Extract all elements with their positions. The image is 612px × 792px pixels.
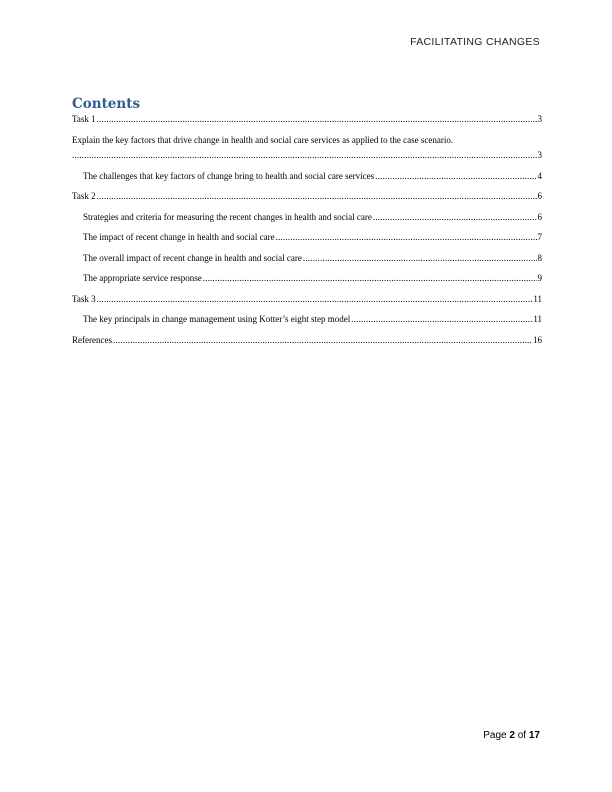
toc-entry-key-factors[interactable] — [72, 135, 542, 162]
toc-leader-dots — [97, 114, 537, 125]
toc-entry-kotter[interactable] — [72, 314, 542, 325]
toc-entry-label: References — [72, 334, 112, 345]
toc-leader-dots — [375, 171, 536, 182]
toc-entry-page: 6 — [537, 191, 542, 201]
toc-entry-label: The challenges that key factors of change bring to health and social care services — [83, 170, 375, 181]
toc-entry-service-response[interactable] — [72, 273, 542, 284]
toc-entry-page: 16 — [533, 334, 542, 345]
toc-entry-label: Explain the key factors that drive change in health and social care services as applied to the case scenario. — [72, 134, 454, 145]
toc-entry-page: 3 — [537, 150, 542, 160]
page-number-footer — [483, 730, 540, 741]
toc-entry-page: 7 — [537, 232, 542, 242]
toc-entry-page: 3 — [537, 114, 542, 124]
toc-leader-dots — [276, 232, 537, 243]
toc-leader-dots — [373, 212, 537, 223]
toc-entry-label: Strategies and criteria for measuring the recent changes in health and social care — [83, 211, 372, 222]
page-prefix: Page — [483, 730, 507, 741]
toc-entry-label: The appropriate service response — [83, 273, 202, 283]
toc-entry-label: Task 1 — [72, 114, 96, 124]
page-of-label: of — [517, 730, 527, 741]
toc-leader-dots — [351, 314, 532, 325]
toc-entry-label: The key principals in change management using Kotter’s eight step model — [83, 314, 351, 324]
toc-entry-page: 9 — [537, 273, 542, 283]
toc-entry-label: Task 2 — [72, 191, 96, 201]
toc-entry-page: 4 — [537, 170, 542, 181]
table-of-contents — [72, 114, 542, 355]
toc-entry-label: Task 3 — [72, 293, 96, 304]
toc-entry-challenges[interactable] — [72, 171, 542, 182]
current-page-number: 2 — [509, 730, 515, 741]
toc-leader-dots — [72, 150, 537, 161]
toc-entry-task-1[interactable] — [72, 114, 542, 125]
toc-entry-page: 11 — [533, 293, 542, 304]
toc-leader-dots — [113, 335, 532, 346]
toc-leader-dots — [303, 253, 537, 264]
toc-leader-dots — [203, 273, 537, 284]
running-header: FACILITATING CHANGES — [410, 36, 540, 48]
toc-leader-dots — [97, 294, 533, 305]
toc-entry-task-3[interactable] — [72, 294, 542, 305]
toc-entry-page: 11 — [533, 314, 542, 324]
toc-entry-label: The overall impact of recent change in health and social care — [83, 252, 302, 263]
total-page-count: 17 — [528, 730, 540, 741]
toc-entry-references[interactable] — [72, 335, 542, 346]
toc-entry-impact[interactable] — [72, 232, 542, 243]
toc-entry-label: The impact of recent change in health and social care — [83, 232, 275, 242]
toc-entry-overall-impact[interactable] — [72, 253, 542, 264]
contents-heading: Contents — [72, 96, 141, 112]
toc-entry-strategies[interactable] — [72, 212, 542, 223]
toc-entry-task-2[interactable] — [72, 191, 542, 202]
toc-entry-page: 8 — [537, 252, 542, 263]
toc-leader-dots — [97, 191, 537, 202]
toc-entry-page: 6 — [537, 211, 542, 222]
